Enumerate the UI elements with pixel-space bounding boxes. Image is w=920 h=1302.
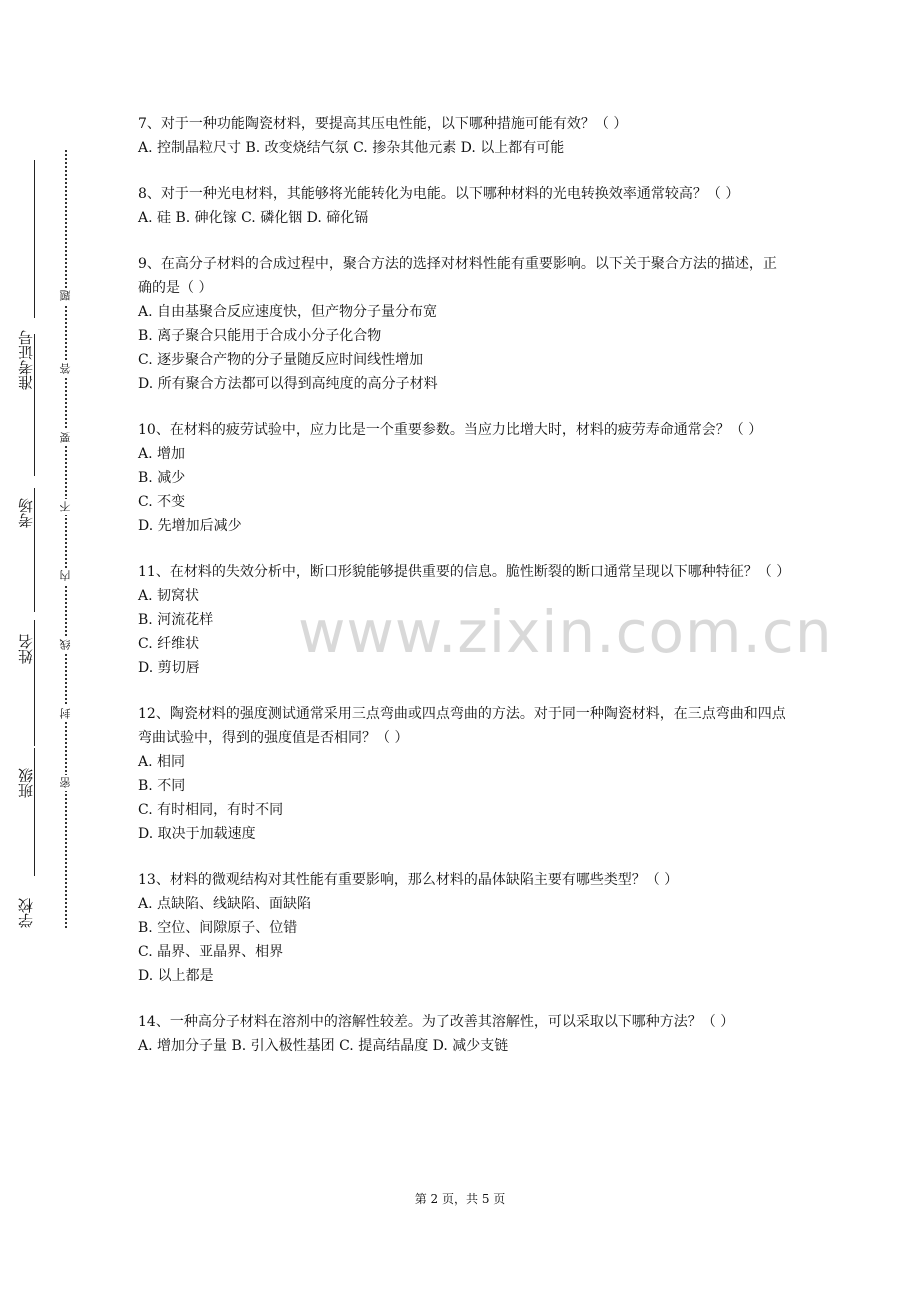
seal-char: 密 — [58, 775, 74, 791]
seal-char: 线 — [58, 637, 74, 653]
question-14 — [138, 1010, 788, 1058]
question-12 — [138, 702, 788, 846]
question-stem: 11、在材料的失效分析中，断口形貌能够提供重要的信息。脆性断裂的断口通常呈现以下哪种特征？（ ） — [138, 564, 791, 580]
option-b: B. 空位、间隙原子、位错 — [138, 920, 298, 936]
option-d: D. 以上都是 — [138, 968, 214, 984]
question-options: A. 控制晶粒尺寸 B. 改变烧结气氛 C. 掺杂其他元素 D. 以上都有可能 — [138, 140, 565, 156]
seal-char: 封 — [58, 706, 74, 722]
watermark: www.zixin.com.cn — [298, 598, 833, 666]
seal-char: 要 — [58, 430, 74, 446]
question-stem: 12、陶瓷材料的强度测试通常采用三点弯曲或四点弯曲的方法。对于同一种陶瓷材料，在三点弯曲和四点弯曲试验中，得到的强度值是否相同？（ ） — [138, 706, 786, 746]
option-d: D. 所有聚合方法都可以得到高纯度的高分子材料 — [138, 376, 438, 392]
question-stem: 7、对于一种功能陶瓷材料，要提高其压电性能，以下哪种措施可能有效？（ ） — [138, 116, 628, 132]
question-list — [138, 112, 791, 1080]
seal-char: 内 — [58, 568, 74, 584]
option-d: D. 取决于加载速度 — [138, 826, 256, 842]
question-13 — [138, 868, 788, 988]
page-footer: 第 2 页，共 5 页 — [414, 1192, 506, 1206]
option-c: C. 纤维状 — [138, 636, 200, 652]
question-stem: 9、在高分子材料的合成过程中，聚合方法的选择对材料性能有重要影响。以下关于聚合方法的描述，正确的是（ ） — [138, 256, 777, 296]
binding-margin — [0, 0, 90, 1302]
option-a: A. 韧窝状 — [138, 588, 200, 604]
question-stem: 10、在材料的疲劳试验中，应力比是一个重要参数。当应力比增大时，材料的疲劳寿命通常会？（ ） — [138, 422, 763, 438]
option-c: C. 晶界、亚晶界、相界 — [138, 944, 284, 960]
option-d: D. 剪切唇 — [138, 660, 200, 676]
option-a: A. 点缺陷、线缺陷、面缺陷 — [138, 896, 312, 912]
question-options: A. 硅 B. 砷化镓 C. 磷化铟 D. 碲化镉 — [138, 210, 369, 226]
question-options: A. 增加分子量 B. 引入极性基团 C. 提高结晶度 D. 减少支链 — [138, 1038, 509, 1054]
question-9 — [138, 252, 788, 396]
question-stem: 14、一种高分子材料在溶剂中的溶解性较差。为了改善其溶解性，可以采取以下哪种方法？（ ） — [138, 1014, 735, 1030]
admission-number-fill-line — [34, 160, 35, 318]
option-d: D. 先增加后减少 — [138, 518, 242, 534]
seal-dotted-line — [65, 150, 67, 928]
class-label: 班级 — [17, 768, 35, 798]
option-c: C. 逐步聚合产物的分子量随反应时间线性增加 — [138, 352, 424, 368]
question-10 — [138, 418, 788, 538]
seal-char: 题 — [58, 288, 74, 304]
question-11 — [138, 560, 791, 680]
option-c: C. 不变 — [138, 494, 186, 510]
seal-char: 答 — [58, 361, 74, 377]
option-b: B. 河流花样 — [138, 612, 214, 628]
option-b: B. 减少 — [138, 470, 186, 486]
seal-char: 不 — [58, 499, 74, 515]
question-7 — [138, 112, 788, 160]
name-label: 姓名 — [17, 634, 35, 664]
option-a: A. 增加 — [138, 446, 186, 462]
question-stem: 8、对于一种光电材料，其能够将光能转化为电能。以下哪种材料的光电转换效率通常较高？（ ） — [138, 186, 740, 202]
school-label: 学校 — [17, 898, 35, 928]
option-a: A. 自由基聚合反应速度快，但产物分子量分布宽 — [138, 304, 438, 320]
option-a: A. 相同 — [138, 754, 186, 770]
option-c: C. 有时相同，有时不同 — [138, 802, 284, 818]
option-b: B. 离子聚合只能用于合成小分子化合物 — [138, 328, 382, 344]
admission-number-label: 准考证号 — [17, 330, 35, 390]
question-stem: 13、材料的微观结构对其性能有重要影响，那么材料的晶体缺陷主要有哪些类型？（ ） — [138, 872, 679, 888]
exam-room-label: 考场 — [17, 498, 35, 528]
question-8 — [138, 182, 788, 230]
option-b: B. 不同 — [138, 778, 186, 794]
